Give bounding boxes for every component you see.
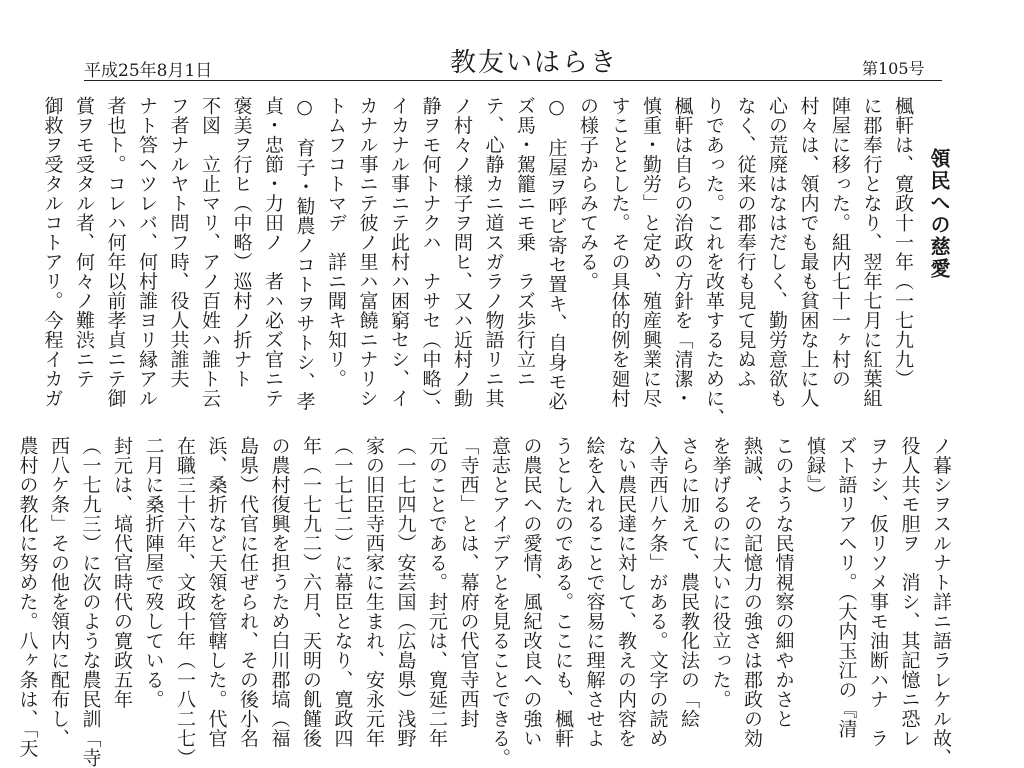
text-line: 熱誠、その記憶力の強さは郡政の効	[741, 436, 763, 748]
text-line: 賞ヲモ受タル者、何々ノ難渋ニテ	[73, 96, 95, 389]
header-title: 教友いはらき	[450, 48, 619, 78]
text-line: 家の旧臣寺西家に生まれ、安永元年	[363, 436, 385, 748]
text-line: 楓軒は、寛政十一年（一七九九）	[892, 96, 914, 389]
upper-text-block	[41, 96, 918, 434]
text-line: 農村の教化に努めた。八ヶ条は、「天	[16, 436, 39, 758]
header-date: 平成25年8月1日	[84, 61, 213, 81]
text-line: 島県）代官に任ぜられ、その後小名	[237, 436, 259, 748]
text-line: 陣屋に移った。組内七十一ヶ村の	[829, 96, 851, 389]
text-line: 静ヲモ何トナクハ ナサセ（中略）、	[419, 96, 442, 418]
text-line: ノ暮シヲスルナト詳ニ語ラレケル故、	[930, 436, 952, 768]
text-line: の農民への愛情、風紀改良への強い	[520, 436, 543, 748]
text-line: ない農民達に対して、教えの内容を	[615, 436, 637, 748]
text-line: トムフコトマデ 詳ニ聞キ知リ。	[325, 96, 347, 389]
text-line: 者也ト。コレハ何年以前孝貞ニテ御	[104, 96, 127, 408]
text-line: を挙げるのに大いに役立った。	[709, 436, 732, 709]
text-line: 意志とアイデアとを見ることできる。	[489, 436, 511, 768]
text-line: さらに加えて、農民教化法の「絵	[678, 436, 700, 729]
text-line: イカナル事ニテ此村ハ困窮セシ、イ	[388, 96, 410, 408]
text-line: 慎録』）	[804, 436, 826, 505]
text-line: ズト語リアヘリ。（大内玉江の『清	[835, 436, 858, 739]
text-line: ヲナシ、仮リソメ事モ油断ハナ ラ	[867, 436, 889, 748]
text-line: 年（一七九二）六月、天明の飢饉後	[300, 436, 322, 748]
section-heading: 領民への慈愛	[927, 148, 951, 280]
text-line: ナト答ヘツレバ、何村誰ヨリ縁アル	[136, 96, 158, 408]
text-line: うとしたのである。ここにも、楓軒	[552, 436, 574, 748]
text-line: 封元は、塙代官時代の寛政五年	[111, 436, 133, 709]
text-line: 絵を入れることで容易に理解させよ	[583, 436, 606, 748]
text-line: （一七九三）に次のような農民訓「寺	[79, 436, 102, 768]
text-line: 心の荒廃はなはだしく、勤労意欲も	[766, 96, 788, 408]
text-line: 在職三十六年、文政十年（一八二七）	[174, 436, 196, 768]
lower-text-block	[16, 436, 956, 768]
text-line: 御救ヲ受タルコトアリ。今程イカガ	[41, 96, 64, 408]
text-line: の様子からみてみる。	[577, 96, 599, 291]
header-issue-number: 第105号	[862, 59, 925, 78]
text-line: ズ馬・駕籠ニモ乗 ラズ歩行立ニ	[514, 96, 536, 389]
text-line: ○ 庄屋ヲ呼ビ寄セ置キ、自身モ必	[545, 96, 568, 411]
text-line: 「寺西」とは、幕府の代官寺西封	[457, 436, 480, 729]
text-line: ○ 育子・勧農ノコトヲサトシ、孝	[293, 96, 316, 411]
text-line: なく、従来の郡奉行も見て見ぬふ	[734, 96, 757, 389]
text-line: 褒美ヲ行ヒ（中略）巡村ノ折ナト	[230, 96, 253, 389]
text-line: 不図 立止マリ、アノ百姓ハ誰ト云	[199, 96, 221, 408]
text-line: に郡奉行となり、翌年七月に紅葉組	[860, 96, 883, 408]
text-line: 楓軒は自らの治政の方針を「清潔・	[671, 96, 694, 408]
text-line: 入寺西八ケ条」がある。文字の読め	[646, 436, 669, 748]
text-line: 元のことである。封元は、寛延二年	[426, 436, 448, 748]
text-line: の農村復興を担うため白川郡塙（福	[268, 436, 291, 748]
text-line: （一七四九）安芸国（広島県）浅野	[394, 436, 417, 748]
text-line: ノ村々ノ様子ヲ問ヒ、又ハ近村ノ動	[451, 96, 473, 408]
text-line: りであった。これを改革するために、	[703, 96, 725, 428]
text-line: カナル事ニテ彼ノ里ハ富饒ニナリシ	[356, 96, 379, 408]
page-header	[0, 0, 1024, 84]
text-line: 慎重・勤労」と定め、殖産興業に尽	[640, 96, 662, 408]
header-rule	[84, 80, 942, 81]
text-line: 西八ケ条」その他を領内に配布し、	[48, 436, 70, 748]
text-line: このような民情視察の細やかさと	[772, 436, 795, 729]
text-line: すこととした。その具体的例を廻村	[608, 96, 631, 408]
text-line: 村々は、領内でも最も貧困な上に人	[797, 96, 820, 408]
text-line: 貞・忠節・力田ノ 者ハ必ズ官ニテ	[262, 96, 284, 408]
text-line: 役人共モ胆ヲ 消シ、其記憶ニ恐レ	[898, 436, 921, 748]
text-line: 二月に桑折陣屋で歿している。	[142, 436, 165, 709]
text-line: テ、心静カニ道スガラノ物語リニ其	[482, 96, 505, 408]
text-line: （一七七二）に幕臣となり、寛政四	[331, 436, 354, 748]
text-line: 浜、桑折など天領を管轄した。代官	[205, 436, 228, 748]
text-line: フ者ナルヤト問フ時、役人共誰夫	[167, 96, 190, 389]
